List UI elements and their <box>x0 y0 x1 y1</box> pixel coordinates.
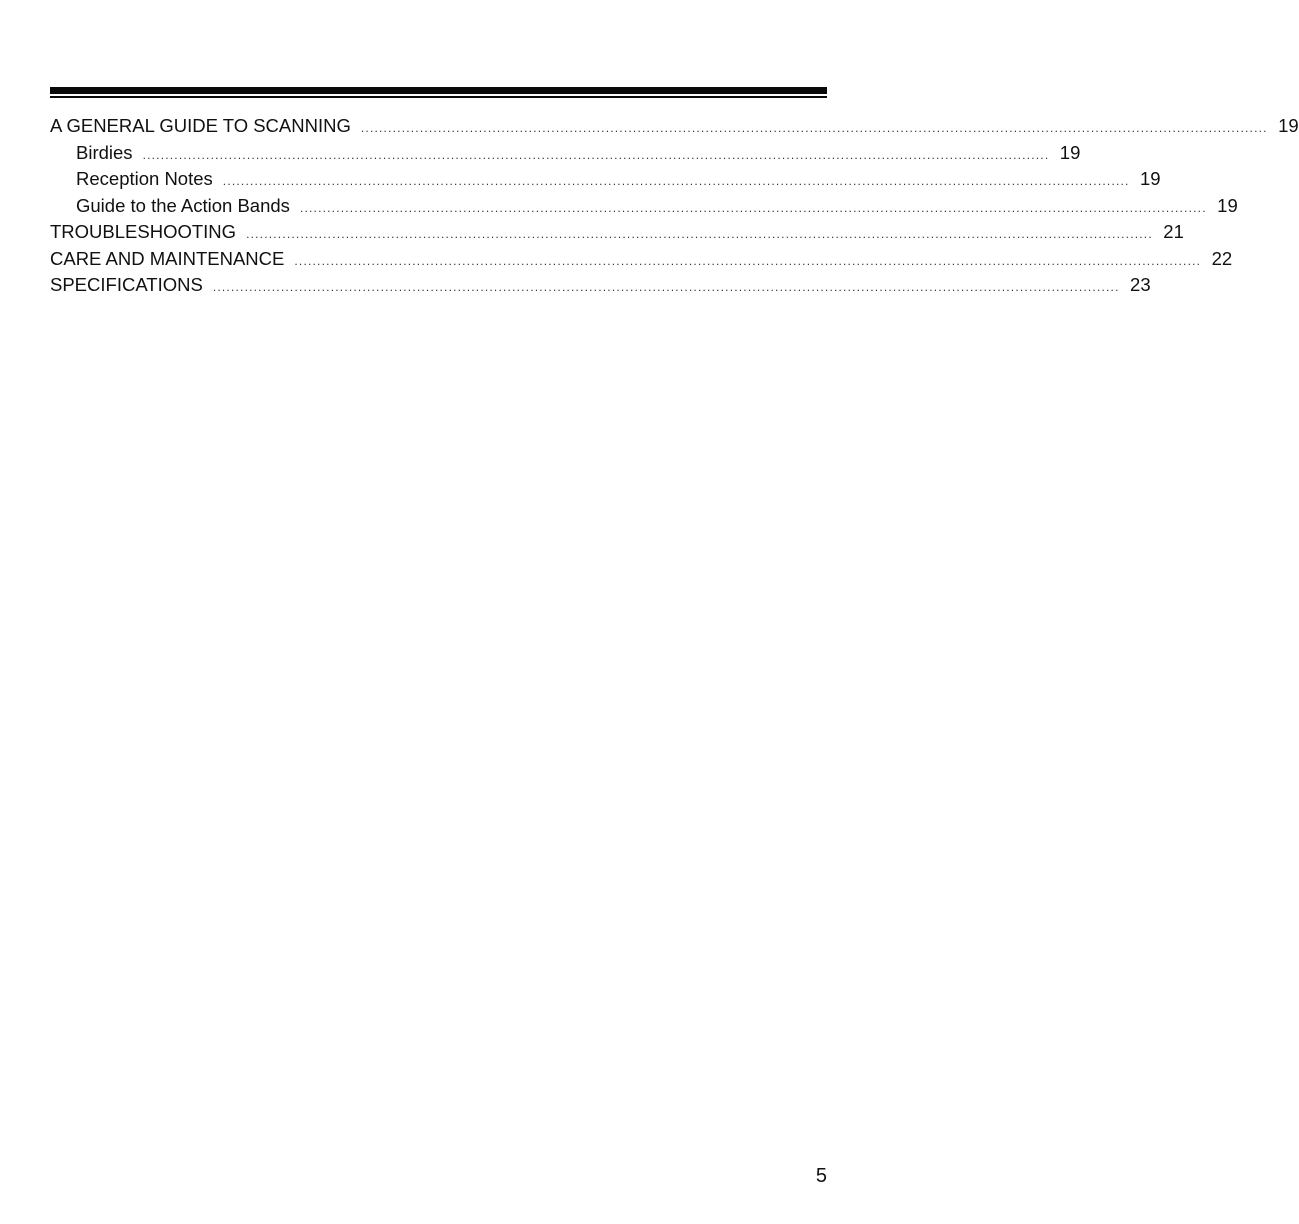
toc-entry-title: Birdies <box>76 141 133 163</box>
toc-entry-title: SPECIFICATIONS <box>50 274 203 295</box>
toc-entry-page: 19 <box>1278 115 1299 136</box>
header-rule-thick <box>50 87 827 94</box>
toc-entry-specifications[interactable] <box>50 272 1151 299</box>
toc-entry-page: 19 <box>1217 194 1238 216</box>
toc-dot-leader: ........................................................................................................................................................................................................ <box>222 174 1130 188</box>
toc-entry-care-maintenance[interactable] <box>50 246 1233 273</box>
toc-entry-page: 21 <box>1163 221 1184 242</box>
toc-dot-leader: ........................................................................................................................................................................................................ <box>299 200 1207 215</box>
toc-entry-title: Guide to the Action Bands <box>76 194 290 216</box>
table-of-contents <box>50 113 1299 299</box>
toc-entry-title: Reception Notes <box>76 168 213 189</box>
toc-entry-troubleshooting[interactable] <box>50 219 1184 246</box>
toc-entry-title: A GENERAL GUIDE TO SCANNING <box>50 115 351 136</box>
toc-entry-reception-notes[interactable] <box>50 166 1161 193</box>
toc-entry-page: 23 <box>1130 274 1151 295</box>
toc-entry-title: CARE AND MAINTENANCE <box>50 247 285 269</box>
toc-entry-page: 19 <box>1059 141 1081 163</box>
toc-dot-leader: ........................................................................................................................................................................................................ <box>294 253 1202 268</box>
toc-dot-leader: ........................................................................................................................................................................................................ <box>142 147 1050 162</box>
toc-dot-leader: ........................................................................................................................................................................................................ <box>360 121 1268 135</box>
toc-entry-general-guide[interactable] <box>50 113 1299 140</box>
page-number: 5 <box>815 1165 827 1187</box>
toc-entry-page: 22 <box>1211 247 1233 269</box>
toc-entry-birdies[interactable] <box>50 140 1081 167</box>
toc-entry-title: TROUBLESHOOTING <box>50 221 237 242</box>
toc-entry-action-bands[interactable] <box>50 193 1238 220</box>
toc-dot-leader: ........................................................................................................................................................................................................ <box>212 280 1120 294</box>
header-rule-thin <box>50 96 827 98</box>
toc-dot-leader: ........................................................................................................................................................................................................ <box>246 227 1153 241</box>
toc-entry-page: 19 <box>1140 168 1161 189</box>
